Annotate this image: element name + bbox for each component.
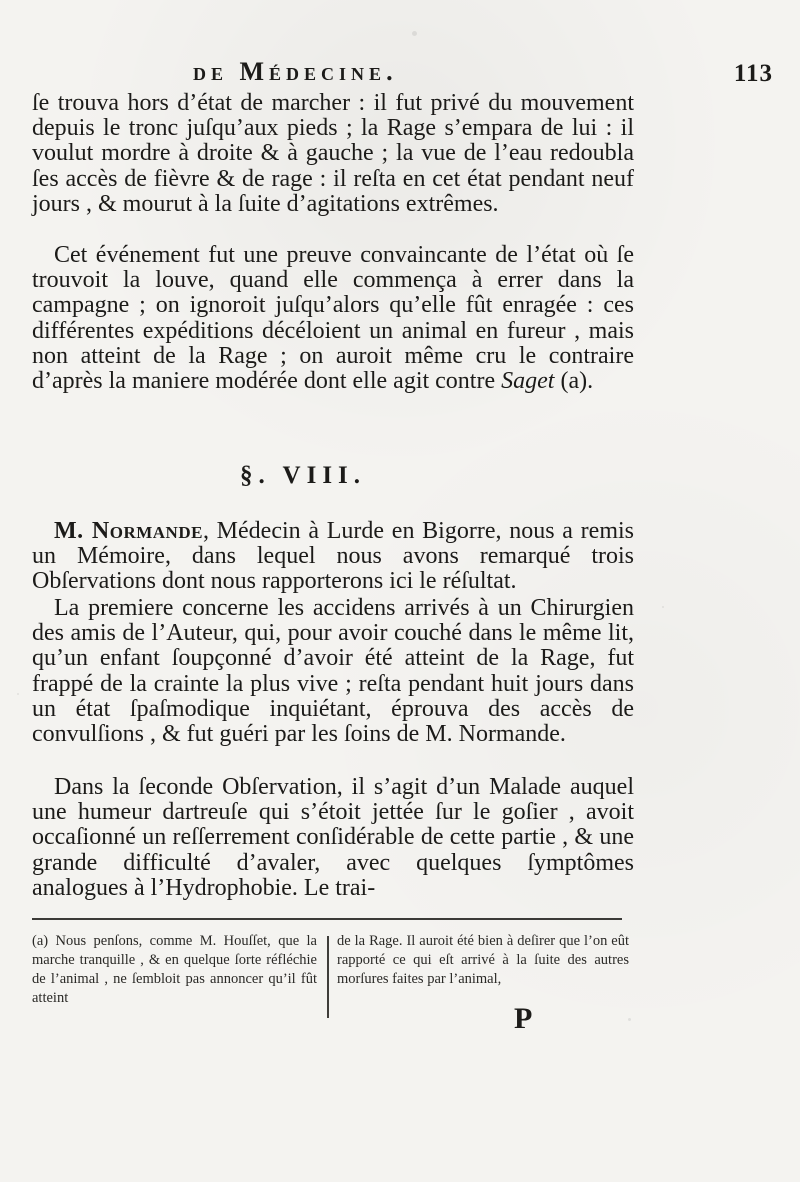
- page-number: 113: [733, 60, 773, 87]
- paragraph-2: [32, 243, 634, 394]
- paragraph-5: Dans la ſeconde Obſervation, il s’agit d’un Malade auquel une humeur dartreuſe qui s’étoit jettée ſur le goſier , avoit occaſionné un reſſerrement conſidérable de cette partie , & une grande difficulté d’avaler, avec quelques ſymptômes analogues à l’Hydrophobie. Le trai-: [32, 774, 634, 901]
- paper-speck: [412, 31, 417, 36]
- page-header: [0, 57, 800, 87]
- signature-mark: P: [514, 1002, 533, 1035]
- footnote-left: (a) Nous penſons, comme M. Houſſet, que la marche tranquille , & en quelque ſorte réfléchie de l’animal , ne ſembloit pas annoncer qu’il fût atteint: [32, 933, 317, 1006]
- paragraph-4: La premiere concerne les accidens arrivés à un Chirurgien des amis de l’Auteur, qui, pour avoir couché dans le même lit, qu’un enfant ſoupçonné d’avoir été atteint de la Rage, fut frappé de la crainte la plus vive ; reſta pendant huit jours dans un état ſpaſmodique inquiétant, éprouva des accès de convulſions , & fut guéri par les ſoins de M. Normande.: [32, 595, 634, 748]
- author-name: M. Normande: [54, 518, 203, 544]
- footnote-right: de la Rage. Il auroit été bien à deſirer que l’on eût rapporté ce qui eſt arrivé à la ſuite des autres morſures faites par l’animal,: [337, 933, 629, 987]
- paper-speck: [17, 693, 19, 695]
- paragraph-3-text: , Médecin à Lurde en Bigorre, nous a remis un Mémoire, dans lequel nous avons remarqué trois Obſervations dont nous rapporterons ici le réſultat.: [32, 518, 634, 595]
- section-title: §. VIII.: [240, 462, 367, 489]
- paper-speck: [662, 606, 664, 608]
- running-head: de Médecine.: [193, 57, 398, 86]
- paragraph-3: [32, 519, 634, 595]
- footnotes: [32, 932, 636, 1022]
- footnote-separator: [32, 918, 622, 920]
- paragraph-2-italic-name: Saget: [501, 368, 555, 395]
- paragraph-2-main: Cet événement fut une preuve convaincante de l’état où ſe trouvoit la louve, quand elle commença à errer dans la campagne ; on ignoroit juſqu’alors qu’elle fût enragée : ces différentes expéditions décéloient un animal en fureur , mais non atteint de la Rage ; on auroit même cru le contraire d’après la maniere modérée dont elle agit contre: [32, 242, 634, 395]
- paragraph-1: ſe trouva hors d’état de marcher : il fut privé du mouvement depuis le tronc juſqu’aux pieds ; la Rage s’empara de lui : il voulut mordre à droite & à gauche ; la vue de l’eau redoubla ſes accès de fièvre & de rage : il reſta en cet état pendant neuf jours , & mourut à la ſuite d’agitations extrêmes.: [32, 90, 634, 217]
- paragraph-2-reference: (a).: [554, 368, 594, 395]
- footnote-column-divider: [327, 936, 329, 1018]
